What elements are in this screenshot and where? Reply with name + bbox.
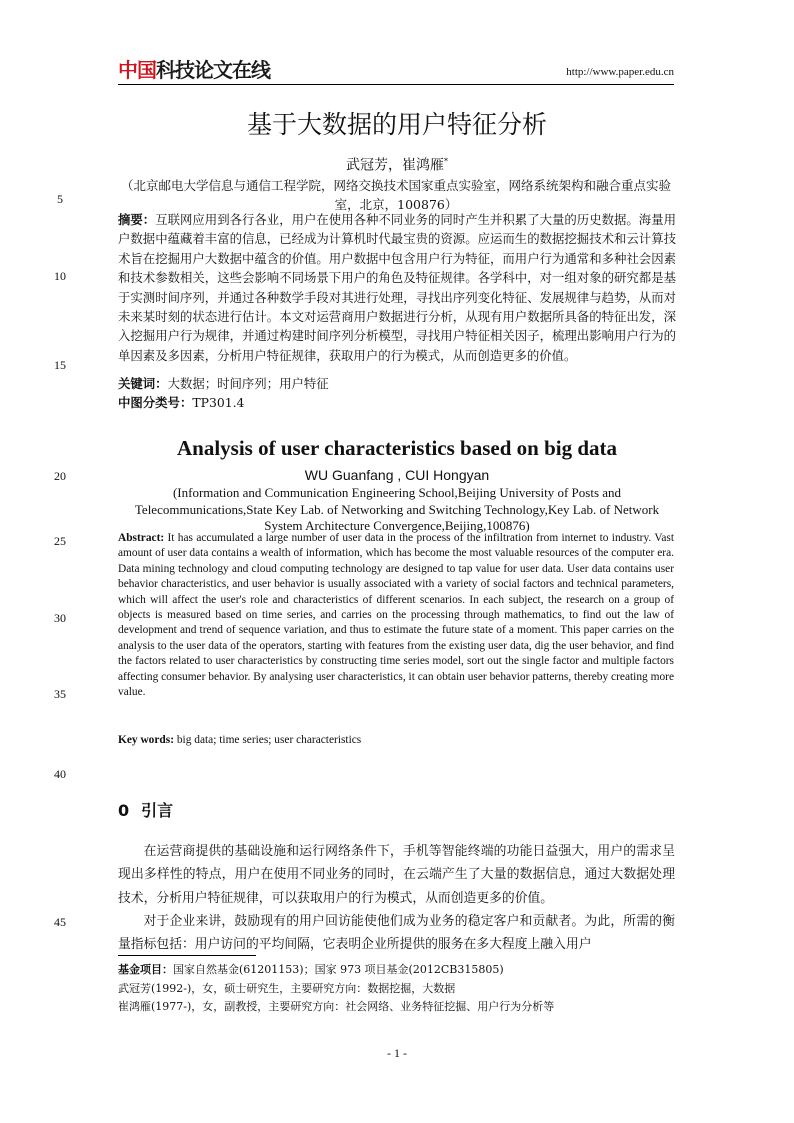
paper-title-en: Analysis of user characteristics based on big data: [176, 436, 618, 460]
abstract-en-label: Abstract:: [118, 532, 165, 544]
footnote-author2: 崔鸿雁(1977-)，女，副教授，主要研究方向：社会网络、业务特征挖掘、用户行为分析等: [118, 1000, 555, 1013]
affiliation-en: (Information and Communication Engineering School,Beijing University of Posts and Telecommunications,State Key Lab. of Networking and Switching Technology,Key Lab. of Network System Architecture Convergence,Beijing,100876): [134, 485, 660, 533]
corresponding-author-mark: *: [444, 157, 448, 166]
authors-cn-names: 武冠芳，崔鸿雁: [346, 157, 444, 174]
authors-en: WU Guanfang , CUI Hongyan: [304, 467, 490, 483]
footnote-author1: 武冠芳(1992-)，女，硕士研究生，主要研究方向：数据挖掘，大数据: [118, 981, 456, 995]
abstract-cn: [118, 210, 676, 365]
line-number: 25: [54, 534, 66, 548]
header-url[interactable]: http://www.paper.edu.cn: [566, 66, 674, 78]
paper-title-cn: 基于大数据的用户特征分析: [246, 110, 547, 139]
abstract-en-text: It has accumulated a large number of user data in the process of the infiltration from internet to industry. Vast amount of user data contains a wealth of information, which has become the most valuable resources of the computer era. Data mining technology and cloud computing technology are designed to tap value for user data. User data contains user behavior characteristics, and user behavior is usually associated with a variety of social factors and technical parameters, which will affect the user's role and characteristics of different scenarios. In each subject, the research on a group of objects is measured based on time series, and carries on the processing through mathematics, to find out the law of development and trend of sequence variation, and thus to estimate the future state of a moment. This paper carries on the analysis to the user data of the operators, starting with features from the existing user data, dig the user behavior, and find the factors related to user characteristics by constructing time series model, sort out the single factor and multiple factors affecting consumer behavior. By analysing user characteristics, it can obtain user behavior patterns, thereby creating more value.: [118, 532, 674, 699]
header-divider: [118, 84, 674, 85]
line-number: 15: [54, 358, 66, 372]
line-number: 35: [54, 687, 66, 701]
line-number: 20: [54, 469, 66, 483]
line-number: 40: [54, 767, 66, 781]
line-number: 45: [54, 915, 66, 929]
keywords-en-label: Key words:: [118, 734, 174, 746]
classification-cn-label: 中图分类号：: [118, 395, 193, 410]
line-number: 30: [54, 611, 66, 625]
section-heading: [118, 800, 173, 822]
fund-label: 基金项目：: [118, 963, 173, 976]
body-paragraph: 在运营商提供的基础设施和运行网络条件下，手机等智能终端的功能日益强大，用户的需求呈现出多样性的特点，用户在使用不同业务的同时，在云端产生了大量的数据信息，通过大数据处理技术，分析用户特征规律，可以获取用户的行为模式，从而创造更多的价值。: [118, 844, 675, 906]
section-number: 0: [118, 801, 130, 820]
footnote-divider: [118, 955, 256, 956]
page-number: - 1 -: [387, 1046, 407, 1060]
keywords-en: [118, 733, 674, 748]
authors-cn: [0, 152, 794, 176]
keywords-cn: [118, 374, 674, 393]
line-number: 5: [57, 192, 63, 206]
footnotes: [118, 961, 674, 1017]
keywords-cn-text: 大数据；时间序列；用户特征: [167, 376, 329, 391]
body-text: [118, 840, 675, 956]
logo-text-china: 中国: [118, 58, 156, 82]
footnote-fund: [118, 961, 674, 980]
line-number: 10: [54, 269, 66, 283]
section-title: 引言: [141, 801, 174, 820]
abstract-en: [118, 531, 674, 700]
fund-text: 国家自然基金(61201153)；国家 973 项目基金(2012CB315805): [173, 963, 504, 976]
keywords-cn-label: 关键词：: [118, 376, 168, 391]
logo-text-paper-online: 科技论文在线: [156, 58, 270, 82]
abstract-cn-text: 互联网应用到各行各业，用户在使用各种不同业务的同时产生并积累了大量的历史数据。海量用户数据中蕴藏着丰富的信息，已经成为计算机时代最宝贵的资源。应运而生的数据挖掘技术和云计算技术旨在挖掘用户大数据中蕴含的价值。用户数据中包含用户行为特征，而用户行为通常和多种社会因素和技术参数相关，这些会影响不同场景下用户的角色及特征规律。各学科中，对一组对象的研究都是基于实测时间序列，并通过各种数学手段对其进行处理，寻找出序列变化特征、发展规律与趋势，从而对未来某时刻的状态进行估计。本文对运营商用户数据进行分析，从现有用户数据所具备的特征出发，深入挖掘用户行为规律，并通过构建时间序列分析模型，寻找用户特征相关因子，梳理出影响用户行为的单因素及多因素，分析用户特征规律，获取用户的行为模式，从而创造更多的价值。: [118, 212, 677, 363]
classification-cn-text: TP301.4: [192, 395, 245, 410]
affiliation-cn: （北京邮电大学信息与通信工程学院，网络交换技术国家重点实验室，网络系统架构和融合重点实验室，北京，100876）: [120, 178, 671, 212]
classification-cn: [118, 393, 674, 412]
body-paragraph: 对于企业来讲，鼓励现有的用户回访能使他们成为业务的稳定客户和贡献者。为此，所需的衡量指标包括：用户访问的平均间隔，它表明企业所提供的服务在多大程度上融入用户: [118, 913, 675, 953]
journal-logo: [118, 58, 270, 82]
keywords-en-text: big data; time series; user characteristics: [174, 734, 362, 746]
abstract-cn-label: 摘要：: [118, 212, 156, 227]
page-header: [118, 58, 674, 84]
